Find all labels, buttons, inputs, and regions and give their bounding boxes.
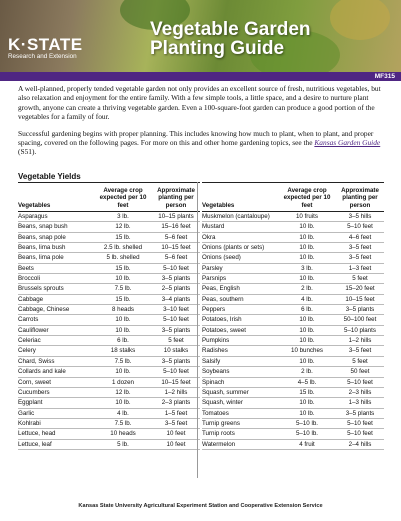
average-crop: 10 lb. (299, 316, 315, 324)
table-header (202, 182, 384, 212)
average-crop: 15 lb. (299, 388, 315, 396)
planting-per-person: 2–5 plants (161, 285, 191, 293)
table-row (202, 409, 384, 419)
average-crop: 5 lb. shelled (106, 254, 140, 262)
vegetable-name: Soybeans (202, 368, 230, 376)
vegetable-name: Lettuce, head (18, 430, 56, 438)
planting-per-person: 10 stalks (163, 347, 189, 355)
vegetable-name: Celeriac (18, 337, 41, 345)
planting-per-person: 2–3 hills (348, 388, 372, 396)
yield-table-left (18, 182, 200, 450)
average-crop: 10 lb. (115, 368, 131, 376)
average-crop: 6 lb. (301, 306, 313, 314)
table-row (18, 315, 200, 325)
table-row (202, 222, 384, 232)
vegetable-name: Okra (202, 233, 216, 241)
header-banner-photo (0, 0, 401, 72)
table-row (202, 326, 384, 336)
vegetable-name: Kohlrabi (18, 419, 41, 427)
average-crop: 4 fruit (299, 440, 315, 448)
publication-number: MF315 (374, 73, 395, 80)
planting-per-person: 5 feet (352, 275, 368, 283)
planting-per-person: 50 feet (350, 368, 370, 376)
table-row (202, 367, 384, 377)
planting-per-person: 10–15 feet (161, 244, 191, 252)
intro-paragraph-1: A well-planned, properly tended vegetable garden not only provides an excellent source of fresh, nutritious vegetables, but also relaxation and enjoyment for the entire family. With a few simple tools, a little space, and a desire to nurture plant growth, anyone can create a thriving vegetable garden. Even a 100-square-foot garden can produce a good portion of the vegetables for a family of four. (18, 84, 381, 122)
planting-per-person: 10 feet (166, 430, 186, 438)
title-line-2: Planting Guide (150, 38, 285, 59)
vegetable-name: Garlic (18, 409, 35, 417)
average-crop: 10 lb. (299, 244, 315, 252)
planting-per-person: 3–5 feet (348, 254, 372, 262)
planting-per-person: 5–10 feet (163, 368, 189, 376)
table-row (18, 305, 200, 315)
table-row (202, 233, 384, 243)
planting-per-person: 4–6 feet (348, 233, 372, 241)
average-crop: 15 lb. (115, 295, 131, 303)
table-row (202, 346, 384, 356)
header-average-crop: Average crop expected per 10 feet (99, 186, 147, 209)
planting-per-person: 5–10 plants (344, 326, 376, 334)
vegetable-name: Peas, southern (202, 295, 244, 303)
table-row (18, 440, 200, 450)
planting-per-person: 10–15 plants (158, 213, 194, 220)
vegetable-name: Muskmelon (cantaloupe) (202, 213, 270, 220)
table-row (18, 264, 200, 274)
vegetable-name: Squash, summer (202, 388, 249, 396)
table-row (202, 336, 384, 346)
average-crop: 10 lb. (115, 275, 131, 283)
vegetable-name: Beans, snap bush (18, 223, 68, 231)
average-crop: 12 lb. (115, 223, 131, 231)
vegetable-name: Parsnips (202, 275, 227, 283)
planting-per-person: 10–15 feet (345, 295, 375, 303)
header-vegetables: Vegetables (202, 202, 235, 209)
vegetable-name: Peas, English (202, 285, 240, 293)
average-crop: 2.5 lb. shelled (103, 244, 143, 252)
average-crop: 8 heads (111, 306, 135, 314)
average-crop: 10 heads (110, 430, 136, 438)
planting-per-person: 5–10 feet (347, 223, 373, 231)
planting-per-person: 3–5 plants (161, 326, 191, 334)
table-row (18, 222, 200, 232)
table-row (202, 284, 384, 294)
vegetable-name: Watermelon (202, 440, 236, 448)
planting-per-person: 5–10 feet (347, 419, 373, 427)
vegetable-name: Tomatoes (202, 409, 229, 417)
planting-per-person: 1–5 feet (164, 409, 188, 417)
vegetable-name: Radishes (202, 347, 228, 355)
table-header (18, 182, 200, 212)
planting-per-person: 1–2 hills (348, 337, 372, 345)
average-crop: 18 stalks (110, 347, 136, 355)
average-crop: 3 lb. (117, 213, 129, 220)
planting-per-person: 5–10 feet (163, 316, 189, 324)
table-row (202, 440, 384, 450)
vegetable-name: Chard, Swiss (18, 357, 55, 365)
average-crop: 15 lb. (115, 233, 131, 241)
vegetable-name: Cabbage (18, 295, 44, 303)
planting-per-person: 2–4 hills (348, 440, 372, 448)
average-crop: 5–10 lb. (295, 419, 319, 427)
planting-per-person: 15–16 feet (161, 223, 191, 231)
planting-per-person: 5–10 feet (163, 264, 189, 272)
vegetable-name: Beans, lima bush (18, 244, 66, 252)
planting-per-person: 1–2 hills (164, 388, 188, 396)
table-row (18, 388, 200, 398)
kansas-garden-guide-link[interactable]: Kansas Garden Guide (314, 138, 381, 148)
average-crop: 6 lb. (117, 337, 129, 345)
table-row (18, 295, 200, 305)
average-crop: 10 lb. (299, 409, 315, 417)
intro-text (18, 84, 384, 164)
vegetable-name: Corn, sweet (18, 378, 52, 386)
planting-per-person: 10 feet (166, 440, 186, 448)
table-row (18, 336, 200, 346)
planting-per-person: 50–100 feet (343, 316, 377, 324)
intro-paragraph-2-text: Successful gardening begins with proper planning. This includes knowing how much to plant, when to plant, and proper spacing, covered on the following pages. For more on this and other home gardening topics, see the (18, 128, 374, 148)
header-planting-per-person: Approximate planting per person (341, 186, 379, 209)
section-title: Vegetable Yields (18, 172, 81, 181)
average-crop: 5–10 lb. (295, 430, 319, 438)
table-row (202, 398, 384, 408)
average-crop: 4–5 lb. (297, 378, 317, 386)
vegetable-name: Salsify (202, 357, 221, 365)
average-crop: 10 lb. (299, 399, 315, 407)
average-crop: 4 lb. (301, 295, 313, 303)
title-line-1: Vegetable Garden (150, 19, 311, 40)
planting-per-person: 2–3 plants (161, 399, 191, 407)
table-row (202, 419, 384, 429)
vegetable-name: Brussels sprouts (18, 285, 64, 293)
average-crop: 10 lb. (299, 254, 315, 262)
vegetable-name: Turnip roots (202, 430, 235, 438)
average-crop: 10 fruits (295, 213, 318, 220)
planting-per-person: 5 feet (352, 357, 368, 365)
table-row (202, 212, 384, 222)
intro-paragraph-2 (18, 129, 384, 157)
average-crop: 2 lb. (301, 285, 313, 293)
vegetable-name: Asparagus (18, 213, 48, 220)
average-crop: 7.5 lb. (114, 285, 132, 293)
average-crop: 10 lb. (115, 326, 131, 334)
average-crop: 10 lb. (299, 326, 315, 334)
planting-per-person: 1–3 feet (348, 264, 372, 272)
header-vegetables: Vegetables (18, 202, 51, 209)
table-row (202, 388, 384, 398)
footer-credit: Kansas State University Agricultural Experiment Station and Cooperative Extension Service (78, 503, 323, 509)
table-row (18, 274, 200, 284)
table-row (202, 274, 384, 284)
table-row (18, 233, 200, 243)
vegetable-name: Mustard (202, 223, 225, 231)
header-average-crop: Average crop expected per 10 feet (283, 186, 331, 209)
planting-per-person: 15–20 feet (345, 285, 375, 293)
table-row (202, 295, 384, 305)
vegetable-name: Broccoli (18, 275, 41, 283)
vegetable-name: Potatoes, sweet (202, 326, 247, 334)
page-title (150, 20, 311, 58)
vegetable-name: Collards and kale (18, 368, 66, 376)
table-row (18, 367, 200, 377)
table-row (18, 419, 200, 429)
table-row (18, 409, 200, 419)
average-crop: 1 dozen (111, 378, 135, 386)
average-crop: 10 lb. (299, 233, 315, 241)
vegetable-name: Celery (18, 347, 36, 355)
yield-table-right (202, 182, 384, 450)
vegetable-name: Pumpkins (202, 337, 230, 345)
table-row (202, 429, 384, 439)
vegetable-name: Turnip greens (202, 419, 240, 427)
average-crop: 10 lb. (115, 316, 131, 324)
table-row (202, 378, 384, 388)
planting-per-person: 3–5 hills (348, 213, 372, 220)
planting-per-person: 5–6 feet (164, 233, 188, 241)
average-crop: 15 lb. (115, 264, 131, 272)
logo-name: K·STATE (8, 35, 83, 54)
average-crop: 2 lb. (301, 368, 313, 376)
table-row (18, 398, 200, 408)
vegetable-name: Squash, winter (202, 399, 243, 407)
vegetable-name: Onions (plants or sets) (202, 244, 265, 252)
vegetable-name: Cabbage, Chinese (18, 306, 70, 314)
planting-per-person: 3–10 feet (163, 306, 189, 314)
table-row (18, 243, 200, 253)
table-row (202, 243, 384, 253)
intro-paragraph-2-end: (S51). (18, 147, 37, 157)
average-crop: 7.5 lb. (114, 419, 132, 427)
kstate-logo (8, 36, 83, 61)
planting-per-person: 3–5 feet (348, 347, 372, 355)
table-row (202, 315, 384, 325)
table-row (18, 284, 200, 294)
vegetable-name: Beans, lima pole (18, 254, 64, 262)
average-crop: 5 lb. (117, 440, 129, 448)
header-planting-per-person: Approximate planting per person (157, 186, 195, 209)
vegetable-name: Beets (18, 264, 34, 272)
average-crop: 7.5 lb. (114, 357, 132, 365)
column-divider (197, 182, 198, 478)
planting-per-person: 10–15 feet (161, 378, 191, 386)
table-row (202, 264, 384, 274)
planting-per-person: 1–3 hills (348, 399, 372, 407)
average-crop: 12 lb. (115, 388, 131, 396)
vegetable-name: Potatoes, Irish (202, 316, 242, 324)
table-row (18, 326, 200, 336)
table-row (18, 212, 200, 222)
planting-per-person: 5–10 feet (347, 430, 373, 438)
average-crop: 10 lb. (299, 357, 315, 365)
planting-per-person: 5–10 feet (347, 378, 373, 386)
average-crop: 4 lb. (117, 409, 129, 417)
planting-per-person: 5–6 feet (164, 254, 188, 262)
table-row (18, 429, 200, 439)
table-row (18, 346, 200, 356)
publication-bar (0, 72, 401, 81)
planting-per-person: 5 feet (168, 337, 184, 345)
vegetable-name: Onions (seed) (202, 254, 241, 262)
planting-per-person: 3–5 feet (164, 419, 188, 427)
planting-per-person: 3–5 plants (345, 306, 375, 314)
table-row (18, 253, 200, 263)
table-row (202, 305, 384, 315)
planting-per-person: 3–5 feet (348, 244, 372, 252)
planting-per-person: 3–5 plants (161, 275, 191, 283)
table-row (18, 357, 200, 367)
vegetable-name: Lettuce, leaf (18, 440, 52, 448)
vegetable-name: Cucumbers (18, 388, 50, 396)
table-row (202, 253, 384, 263)
logo-subtitle: Research and Extension (8, 53, 77, 60)
planting-per-person: 3–4 plants (161, 295, 191, 303)
average-crop: 3 lb. (301, 264, 313, 272)
vegetable-name: Carrots (18, 316, 39, 324)
vegetable-name: Beans, snap pole (18, 233, 66, 241)
vegetable-name: Spinach (202, 378, 225, 386)
average-crop: 10 lb. (299, 337, 315, 345)
table-row (18, 378, 200, 388)
average-crop: 10 lb. (299, 223, 315, 231)
vegetable-name: Eggplant (18, 399, 43, 407)
planting-per-person: 3–5 plants (345, 409, 375, 417)
average-crop: 10 bunches (291, 347, 323, 355)
average-crop: 10 lb. (299, 275, 315, 283)
vegetable-name: Cauliflower (18, 326, 49, 334)
table-row (202, 357, 384, 367)
average-crop: 10 lb. (115, 399, 131, 407)
planting-per-person: 3–5 plants (161, 357, 191, 365)
vegetable-name: Peppers (202, 306, 226, 314)
vegetable-name: Parsley (202, 264, 223, 272)
